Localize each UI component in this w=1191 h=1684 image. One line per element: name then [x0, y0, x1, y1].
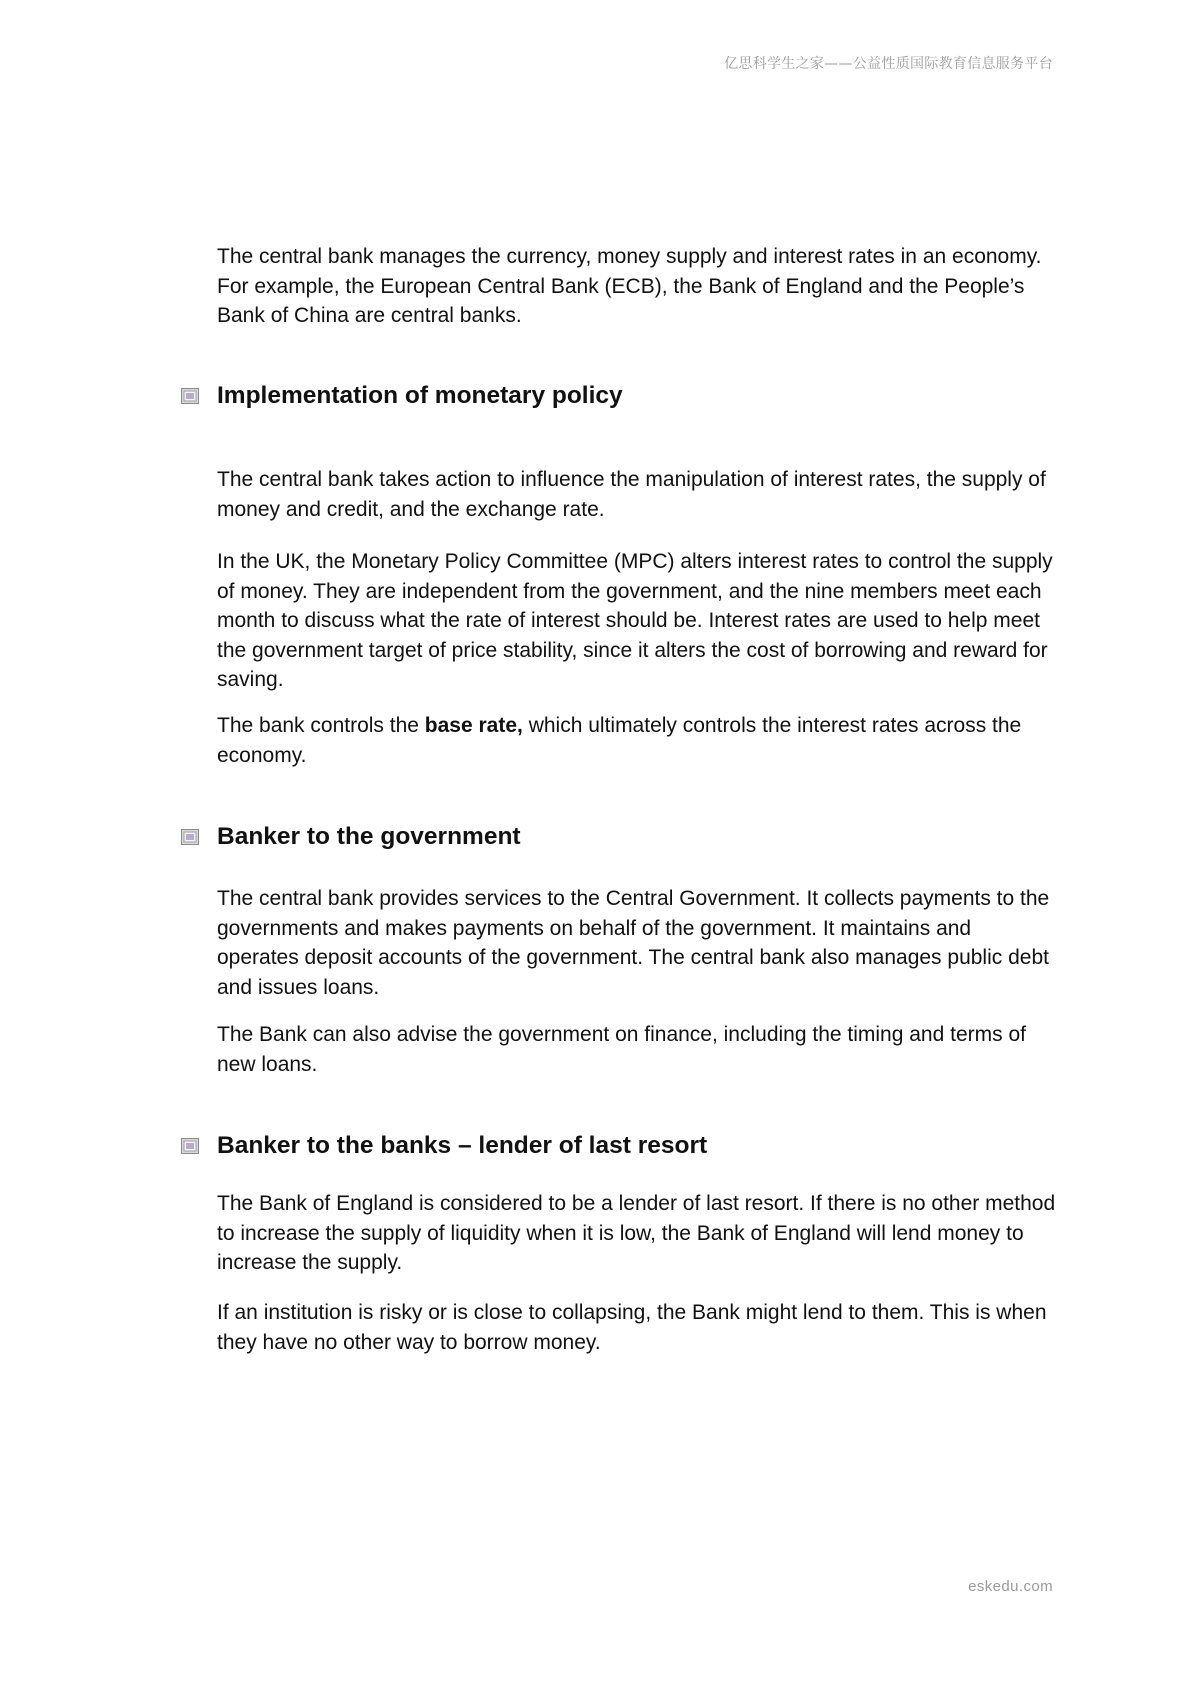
- section-heading-text: Banker to the government: [217, 823, 521, 850]
- section-heading-text: Implementation of monetary policy: [217, 382, 623, 409]
- section-paragraph: The central bank takes action to influence the manipulation of interest rates, the supply of money and credit, and the exchange rate.: [217, 468, 1046, 521]
- section-heading-banker-to-banks: [217, 1131, 707, 1161]
- section-heading-monetary-policy: [217, 381, 623, 411]
- section-paragraph: The central bank provides services to the Central Government. It collects payments to the governments and makes payments on behalf of the government. It maintains and operates deposit accounts of the government. The central bank also manages public debt and issues loans.: [217, 887, 1050, 999]
- section-paragraph: The Bank can also advise the government on finance, including the timing and terms of new loans.: [217, 1023, 1026, 1076]
- document-bullet-icon: [181, 829, 199, 845]
- page-header: 亿思科学生之家——公益性质国际教育信息服务平台: [724, 56, 1053, 72]
- document-bullet-icon: [181, 388, 199, 404]
- base-rate-paragraph: [217, 711, 1057, 770]
- section-paragraph: In the UK, the Monetary Policy Committee (MPC) alters interest rates to control the supply of money. They are independent from the government, and the nine members meet each month to discuss what the rate of interest should be. Interest rates are used to help meet the government target of price stability, since it alters the cost of borrowing and reward for saving.: [217, 550, 1053, 691]
- page-footer: eskedu.com: [968, 1578, 1053, 1595]
- base-rate-term: base rate,: [424, 714, 523, 737]
- section-paragraph: The Bank of England is considered to be a lender of last resort. If there is no other method to increase the supply of liquidity when it is low, the Bank of England will lend money to increase the supply.: [217, 1192, 1056, 1274]
- section-paragraph: If an institution is risky or is close to collapsing, the Bank might lend to them. This is when they have no other way to borrow money.: [217, 1301, 1047, 1354]
- section-heading-banker-to-government: [217, 822, 521, 852]
- document-bullet-icon: [181, 1138, 199, 1154]
- base-rate-text-after: which ultimately controls the interest rates across the economy.: [217, 714, 1022, 767]
- base-rate-text-before: The bank controls the: [217, 714, 425, 737]
- section-heading-text: Banker to the banks – lender of last resort: [217, 1132, 708, 1159]
- intro-paragraph: The central bank manages the currency, money supply and interest rates in an economy. For example, the European Central Bank (ECB), the Bank of England and the People’s Bank of China are central banks.: [217, 245, 1042, 327]
